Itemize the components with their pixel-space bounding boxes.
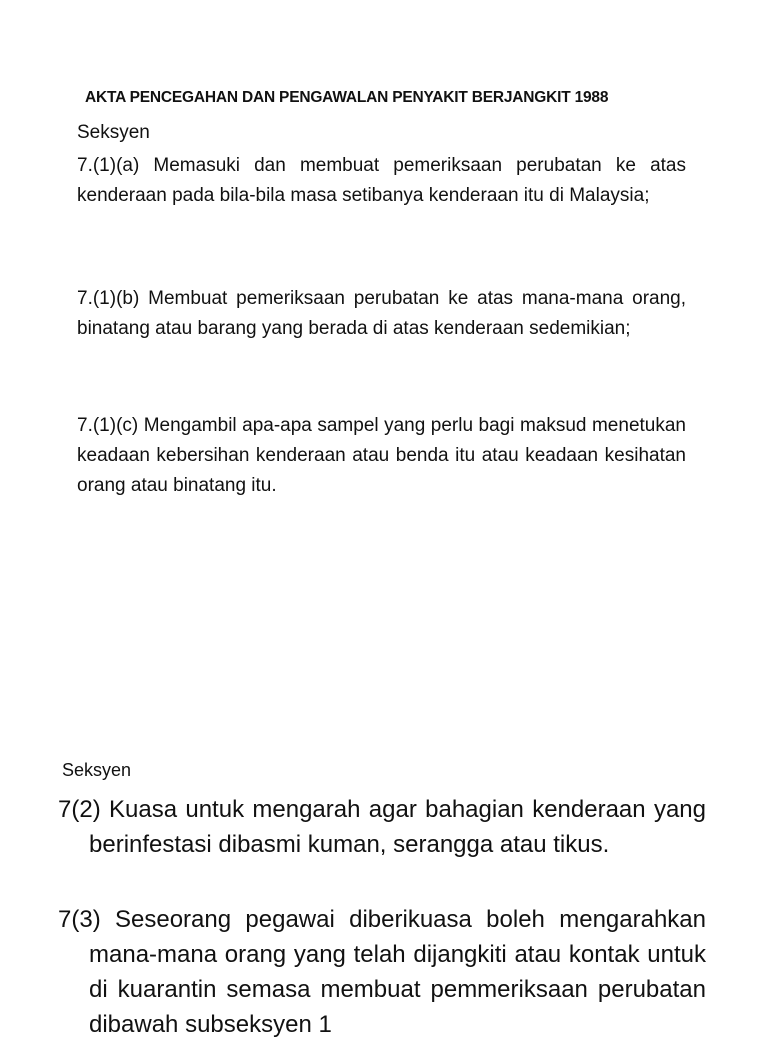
document-title: AKTA PENCEGAHAN DAN PENGAWALAN PENYAKIT BERJANGKIT 1988: [85, 89, 609, 106]
section-7-2: 7(2) Kuasa untuk mengarah agar bahagian kenderaan yang berinfestasi dibasmi kuman, serangga atau tikus.: [58, 796, 706, 858]
section-7-1-c: 7.(1)(c) Mengambil apa-apa sampel yang perlu bagi maksud menetukan keadaan kebersihan kenderaan atau benda itu atau keadaan kesihatan orang atau binatang itu.: [77, 415, 686, 496]
section-7-3: 7(3) Seseorang pegawai diberikuasa boleh mengarahkan mana-mana orang yang telah dijangkiti atau kontak untuk di kuarantin semasa membuat pemmeriksaan perubatan dibawah subseksyen 1: [58, 906, 706, 1038]
section-7-1-a: 7.(1)(a) Memasuki dan membuat pemeriksaan perubatan ke atas kenderaan pada bila-bila masa setibanya kenderaan itu di Malaysia;: [77, 155, 686, 206]
section-7-1-b: 7.(1)(b) Membuat pemeriksaan perubatan ke atas mana-mana orang, binatang atau barang yang berada di atas kenderaan sedemikian;: [77, 288, 686, 339]
slide-2: [0, 700, 768, 1038]
seksyen-heading: Seksyen: [77, 122, 150, 143]
seksyen-heading-2: Seksyen: [62, 760, 132, 780]
